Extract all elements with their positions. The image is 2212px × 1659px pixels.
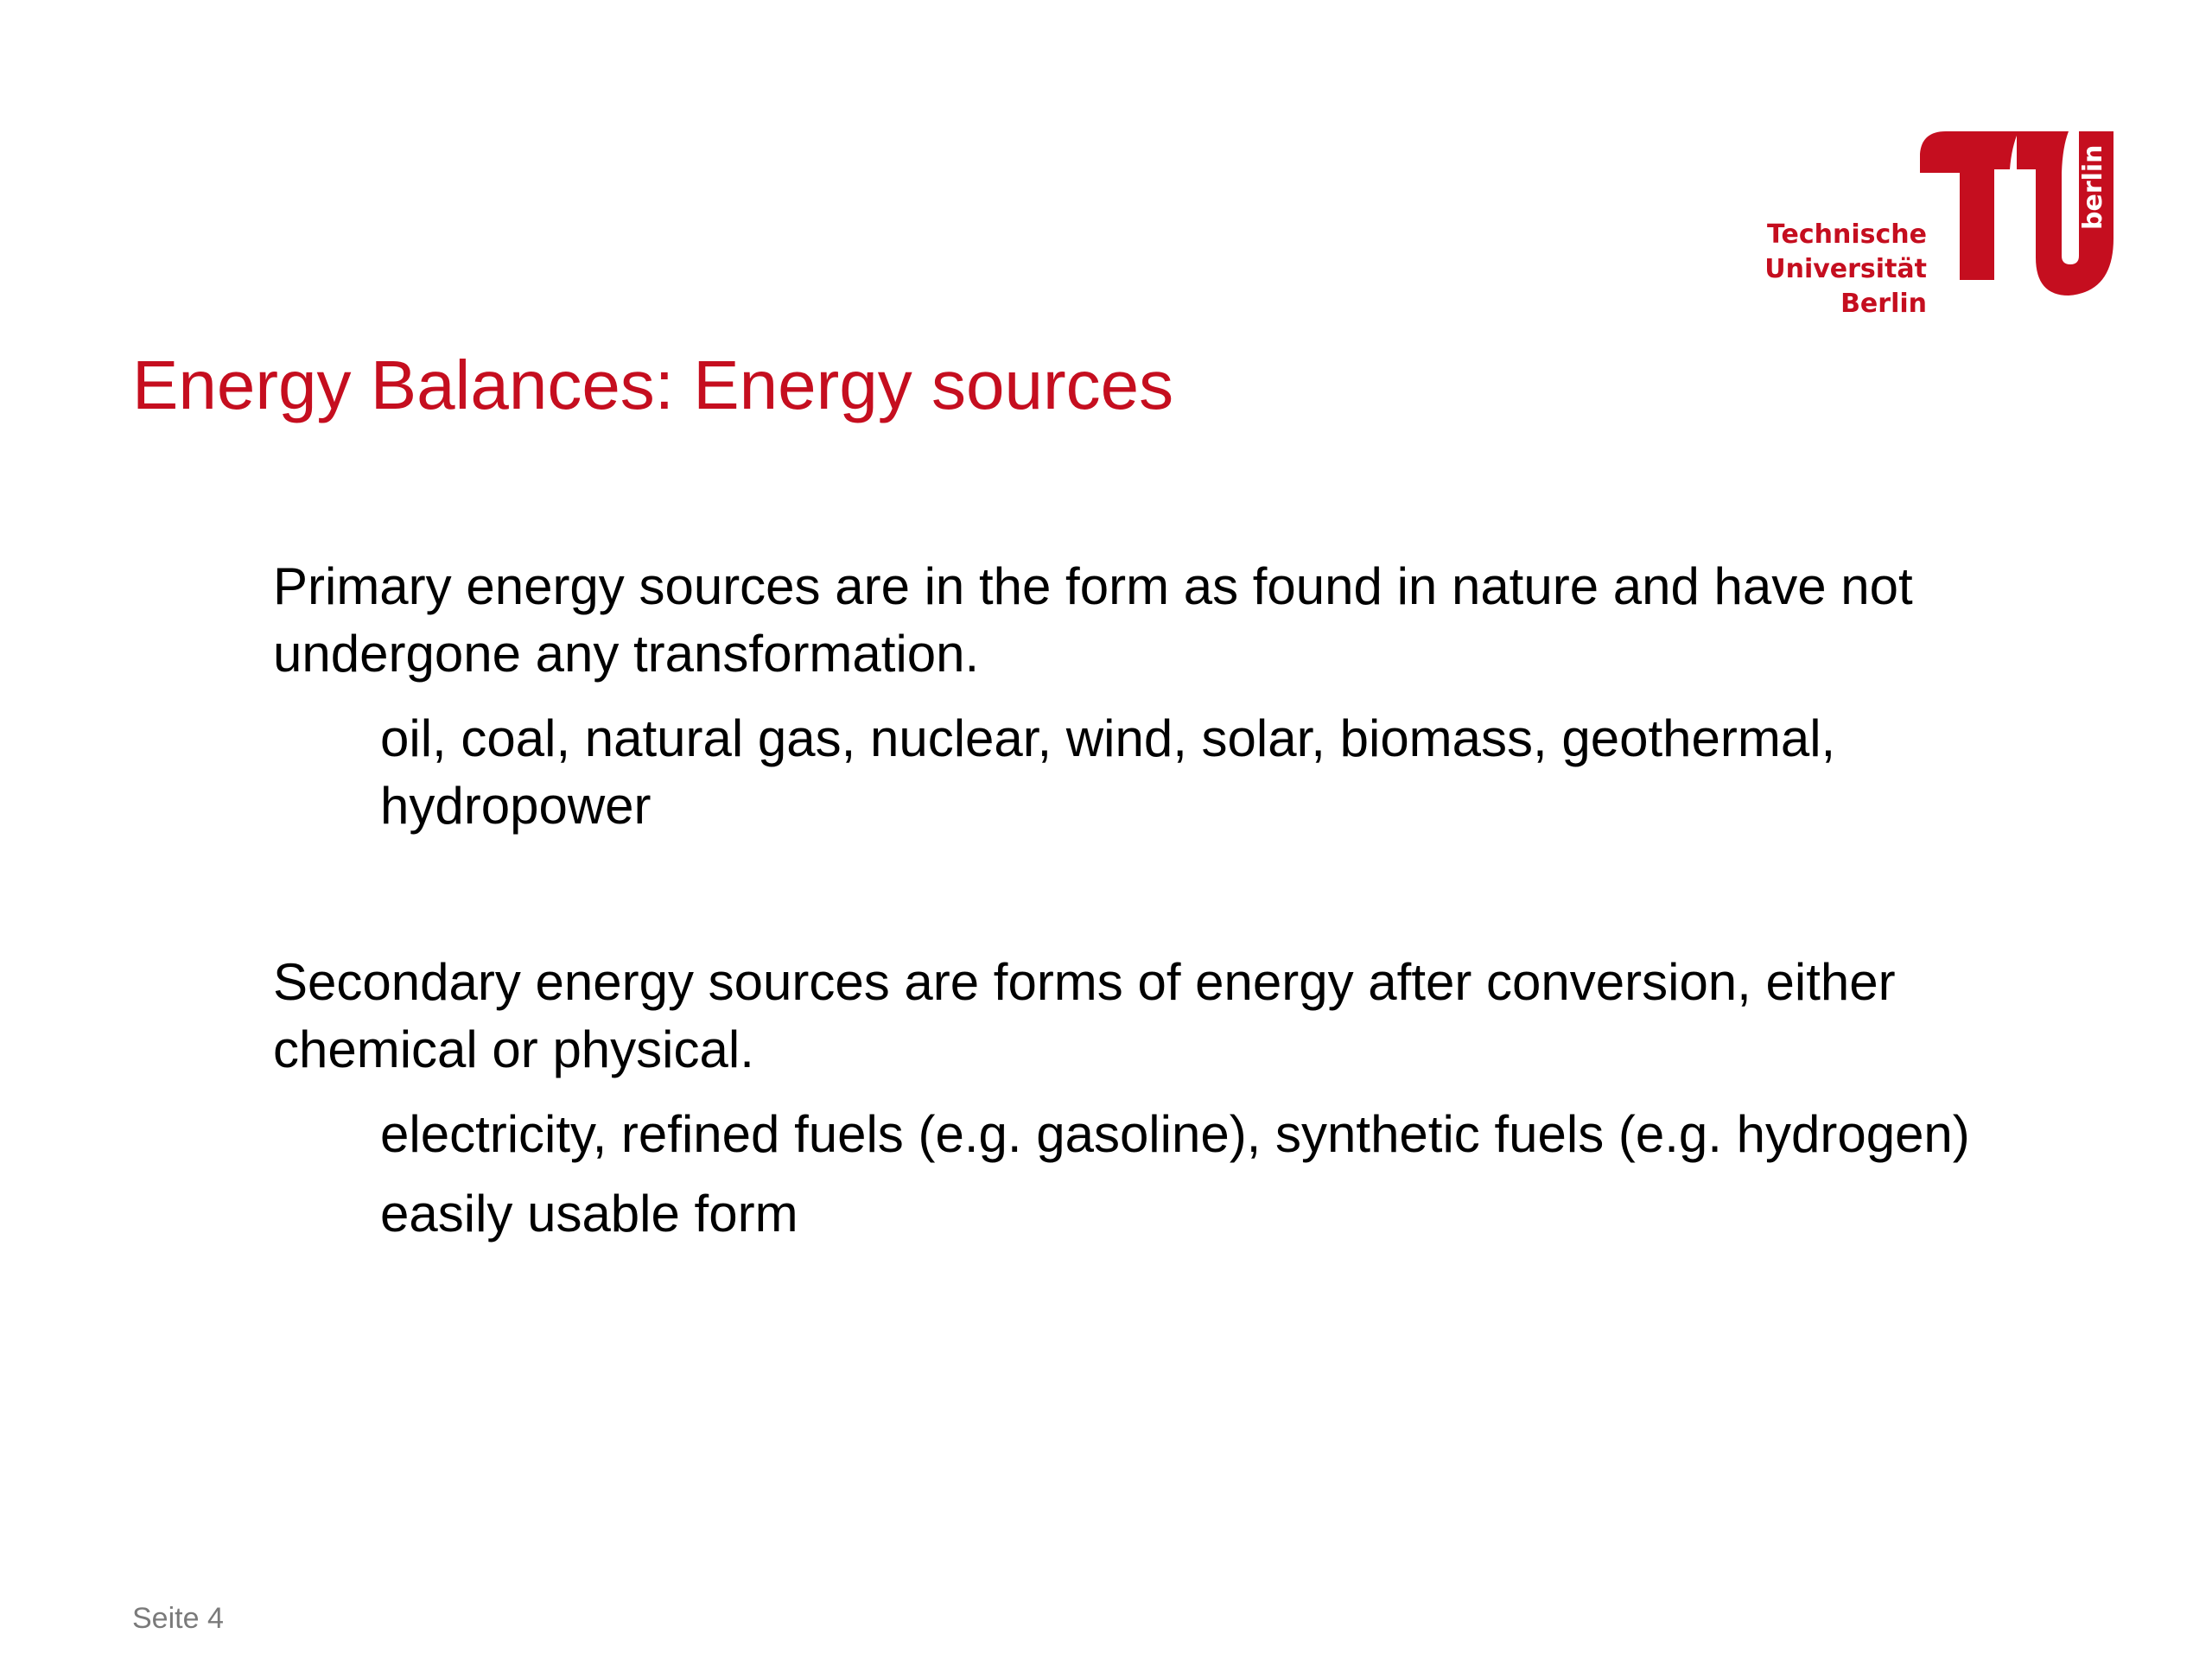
primary-sources-examples: oil, coal, natural gas, nuclear, wind, solar, biomass, geothermal, hydropower	[380, 709, 1836, 835]
primary-sources-definition: Primary energy sources are in the form as found in nature and have not undergone any transformation.	[273, 557, 1913, 683]
secondary-sources-block	[273, 949, 1984, 1248]
logo-wordmark	[1754, 218, 1927, 321]
primary-sources-block	[273, 553, 1984, 840]
logo-line-berlin: Berlin	[1840, 289, 1927, 319]
logo-line-universitaet: Universität	[1764, 254, 1927, 284]
logo-berlin-vertical: berlin	[2078, 144, 2108, 230]
secondary-sources-examples: electricity, refined fuels (e.g. gasoline), synthetic fuels (e.g. hydrogen)	[380, 1105, 1970, 1163]
secondary-sources-note: easily usable form	[380, 1185, 798, 1243]
tu-logo-mark-icon	[1915, 128, 2113, 301]
slide-content	[273, 553, 1984, 1248]
secondary-sources-definition: Secondary energy sources are forms of energy after conversion, either chemical or physical.	[273, 953, 1896, 1078]
tu-berlin-logo	[1754, 128, 2113, 327]
logo-line-technische: Technische	[1767, 219, 1927, 250]
slide-title: Energy Balances: Energy sources	[132, 346, 1174, 423]
page-number: Seite 4	[132, 1602, 224, 1635]
